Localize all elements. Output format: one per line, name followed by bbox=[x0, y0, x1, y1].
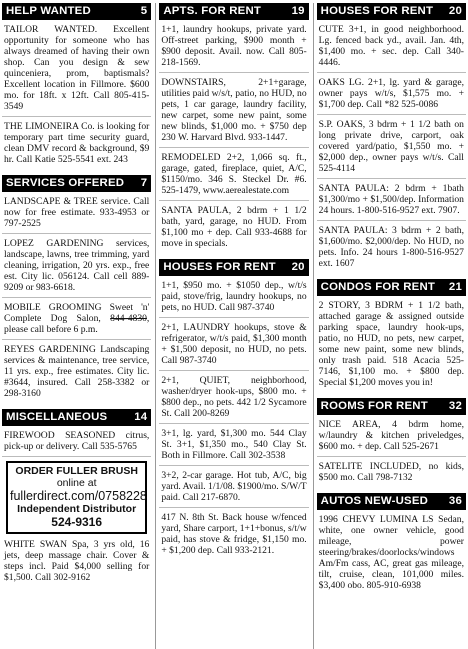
section-header bbox=[317, 3, 466, 20]
box-ad-line: online at bbox=[56, 477, 97, 489]
classified-ad: SANTA PAULA: 3 bdrm + 2 bath, $1,600/mo. $2,000/dep. No HUD, no pets. Info. 24 hours 1-800-516-9527 ext. 1607 bbox=[318, 225, 464, 269]
section-header bbox=[317, 493, 466, 510]
column-2 bbox=[155, 3, 308, 649]
section-autos-new-used bbox=[317, 493, 466, 599]
classified-ad: SANTA PAULA: 2 bdrm + 1bath $1,300/mo + $1,500/dep. Information 24 hours. 1-800-516-9527 ext. 7907. bbox=[317, 183, 466, 221]
section-title: AUTOS NEW-USED bbox=[320, 495, 429, 507]
section-number: 21 bbox=[448, 281, 462, 293]
section-title: ROOMS FOR RENT bbox=[320, 400, 428, 412]
classified-ad: 1+1, laundry hookups, private yard. Off-street parking, $900 month + $900 deposit. Avail. now. Call 805-218-1569. bbox=[159, 24, 308, 73]
fuller-brush-box-ad bbox=[6, 461, 147, 534]
ad-text: , please call before 6 p.m. bbox=[4, 313, 150, 335]
classified-ad: 3+2, 2-car garage. Hot tub, A/C, big yard. Avail. 1/1/08. $1900/mo. S/W/T paid. Call 217-6870. bbox=[159, 470, 308, 508]
classified-ad: SANTA PAULA, 2 bdrm + 1 1/2 bath, yard, garage, no HUD. From $1,100 mo + dep. Call 933-4688 for move in specials. bbox=[161, 205, 307, 249]
classified-ad: 3+1, lg. yard, $1,300 mo. 544 Clay St. 3+1, $1,350 mo., 540 Clay St. Both in Fillmore. Call 302-3538 bbox=[159, 428, 308, 466]
box-ad-line: fullerdirect.com/0758228 bbox=[10, 489, 147, 503]
section-title: CONDOS FOR RENT bbox=[320, 281, 436, 293]
section-header bbox=[317, 279, 466, 296]
column-3 bbox=[313, 3, 466, 649]
section-number: 20 bbox=[448, 5, 462, 17]
section-header bbox=[2, 3, 151, 20]
classified-ad: SATELITE INCLUDED, no kids, $500 mo. Call 798-7132 bbox=[318, 461, 464, 483]
section-houses-for-rent bbox=[159, 259, 308, 564]
section-header bbox=[159, 3, 308, 20]
classified-ad: 2+1, LAUNDRY hookups, stove & refrigerator, w/t/s paid, $1,300 month + $1,500 deposit, no HUD, no pets. Call 987-3740 bbox=[159, 322, 308, 371]
section-header bbox=[317, 398, 466, 415]
classified-ad: REYES GARDENING Landscaping services & maintenance, tree service, 11 yrs. exp., free estimates. City lic. #3644, insured. Call 258-3382 or 298-3160 bbox=[4, 344, 150, 399]
section-title: HOUSES FOR RENT bbox=[163, 261, 276, 273]
section-number: 20 bbox=[291, 261, 305, 273]
classified-ad: DOWNSTAIRS, 2+1+garage, utilities paid w/s/t, patio, no HUD, no pets, 1 car garage, laundry facility, new carpet, some new paint, some new blinds, $1,000 mo. + $750 dep 230 W. Harvard Blvd. 933-1447. bbox=[159, 77, 308, 148]
classified-ad: CUTE 3+1, in good neighborhood. Lg. fenced back yd., avail. Jan. 4th, $1,400 mo. + sec. dep. Call 340-4446. bbox=[317, 24, 466, 73]
section-title: HOUSES FOR RENT bbox=[320, 5, 434, 17]
box-ad-line: ORDER FULLER BRUSH bbox=[15, 465, 138, 477]
section-title: APTS. FOR RENT bbox=[163, 5, 262, 17]
column-1 bbox=[2, 3, 151, 649]
classified-ad: REMODELED 2+2, 1,066 sq. ft., garage, gated, fireplace, quiet, A/C, $1150/mo. 346 S. Steckel Dr. #6. 525-1479, www.aerealestate.com bbox=[159, 152, 308, 201]
section-number: 19 bbox=[291, 5, 305, 17]
classified-ad: 2 STORY, 3 BDRM + 1 1/2 bath, attached garage & assigned outside parking space, laundry hook-ups, patio, no HUD, no pets, new carpet, some new paint, some new blinds, only trash paid. 518 Acacia 525-7146, $1,100 mo. + $800 dep. Special $1,200 moves you in! bbox=[318, 300, 464, 388]
section-header bbox=[2, 409, 151, 426]
classified-ad: FIREWOOD SEASONED citrus, pick-up or delivery. Call 535-5765 bbox=[2, 430, 151, 457]
classified-ad: THE LIMONEIRA Co. is looking for temporary part time security guard, clean DMV record & background, $9 hr. Call Katie 525-5541 ext. 243 bbox=[4, 121, 150, 165]
section-help-wanted bbox=[2, 3, 151, 173]
classified-ad: LANDSCAPE & TREE service. Call now for free estimate. 933-4953 or 797-2525 bbox=[2, 196, 151, 234]
section-houses-for-rent bbox=[317, 3, 466, 277]
classified-ad: 417 N. 8th St. Back house w/fenced yard, Share carport, 1+1+bonus, s/t/w paid, has stove & fridge, $1,150 mo. + $1,200 dep. Call 933-2121. bbox=[161, 512, 307, 556]
classified-ad: TAILOR WANTED. Excellent opportunity for someone who has always dreamed of having their own shop. Can you design & sew quinceniera, prom, baptismals? Excellent location in Fillmore. $600 mo. for 18ft. x 12ft. Call 805-415-3549 bbox=[2, 24, 151, 117]
classified-ad: 1996 CHEVY LUMINA LS Sedan, white, one owner vehicle, good mileage, power steering/brakes/doorlocks/windows Am/Fm cass, AC, great gas mileage, tilt, cruise, clean, 101,000 miles. $3,400 obo. 805-910-6938 bbox=[318, 514, 464, 591]
section-header bbox=[2, 175, 151, 192]
section-services-offered bbox=[2, 175, 151, 407]
classified-ad: WHITE SWAN Spa, 3 yrs old, 16 jets, deep massage chair. Cover & steps incl. Paid $4,000 selling for $1,500. Call 302-9162 bbox=[4, 539, 150, 583]
section-number: 32 bbox=[448, 400, 462, 412]
classified-ad bbox=[2, 302, 151, 340]
box-ad-line: 524-9316 bbox=[51, 515, 103, 529]
section-number: 7 bbox=[140, 177, 148, 189]
classified-ad: S.P. OAKS, 3 bdrm + 1 1/2 bath on long private drive, carport, oak covered yard/patio, $1,550 mo. + $2,000 dep., owner pays w/t/s. Call 525-4114 bbox=[317, 119, 466, 179]
ad-text: MOBILE GROOMING Sweet 'n' Complete Dog Salon, bbox=[4, 302, 150, 324]
section-rooms-for-rent bbox=[317, 398, 466, 491]
classified-ad: NICE AREA, 4 bdrm home, w/laundry & kitchen priveledges, $600 mo. + dep. Call 525-2671 bbox=[317, 419, 466, 457]
section-miscellaneous bbox=[2, 409, 151, 591]
section-condos-for-rent bbox=[317, 279, 466, 396]
section-number: 5 bbox=[140, 5, 148, 17]
classified-ad: 1+1, $950 mo. + $1050 dep., w/t/s paid, stove/frig, laundry hookups, no pets, no HUD. Call 987-3740 bbox=[159, 280, 308, 318]
classified-ad: 2+1, QUIET, neighborhood, washer/dryer hook-ups, $800 mo. + $800 dep., no pets. 442 1/2 Sycamore St. Call 200-8269 bbox=[159, 375, 308, 424]
section-title: SERVICES OFFERED bbox=[6, 177, 125, 189]
classified-ad: OAKS LG. 2+1, lg. yard & garage, owner pays w/t/s, $1,575 mo. + $1,700 dep. Call *82 525-0086 bbox=[317, 77, 466, 115]
section-title: HELP WANTED bbox=[6, 5, 91, 17]
section-number: 36 bbox=[448, 495, 462, 507]
struck-phone-number: 844-4830 bbox=[110, 313, 147, 324]
section-title: MISCELLANEOUS bbox=[6, 411, 108, 423]
section-header bbox=[159, 259, 308, 276]
classified-ad: LOPEZ GARDENING services, landscape, lawns, tree trimming, yard cleaning, irrigation, 20 yrs. exp., free est. City lic. 056124. Call cell 889-9209 or 983-6618. bbox=[2, 238, 151, 298]
box-ad-line: Independent Distributor bbox=[17, 503, 137, 515]
section-number: 14 bbox=[134, 411, 148, 423]
section-apts-for-rent bbox=[159, 3, 308, 257]
